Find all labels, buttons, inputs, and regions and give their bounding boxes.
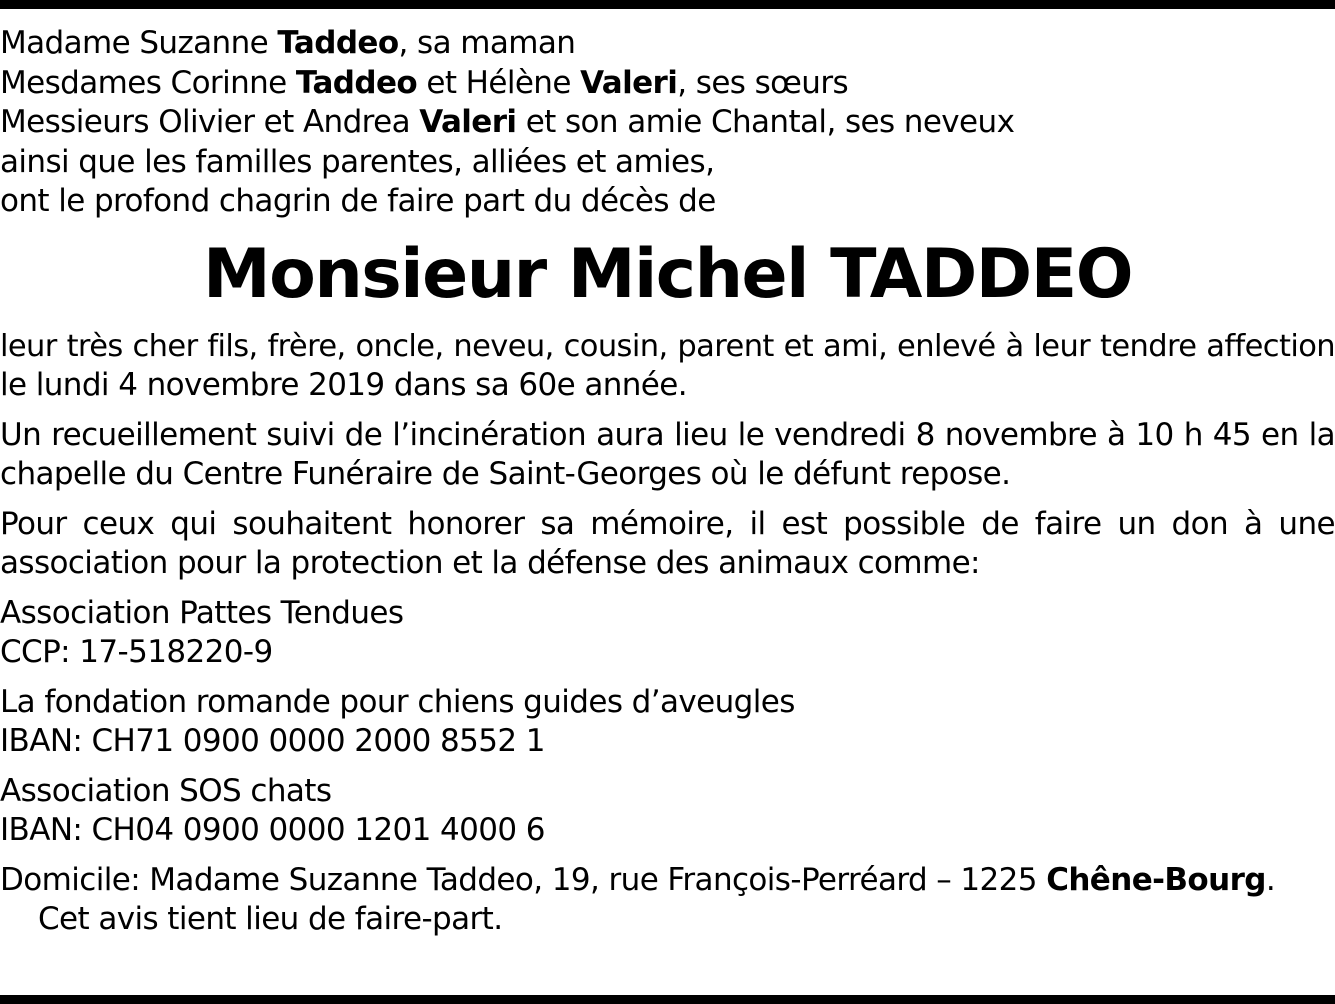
family-line-text: Messieurs Olivier et Andrea <box>0 104 420 140</box>
closing-note: Cet avis tient lieu de faire-part. <box>38 901 503 937</box>
family-surname: Valeri <box>580 64 678 101</box>
domicile-address: Domicile: Madame Suzanne Taddeo, 19, rue François-Perréard – 1225 <box>0 861 1047 898</box>
family-surname: Taddeo <box>277 25 399 61</box>
donation-name: La fondation romande pour chiens guides d’aveugles <box>0 683 795 720</box>
family-surname: Valeri <box>419 104 517 140</box>
donation-account: IBAN: CH71 0900 0000 2000 8552 1 <box>0 723 545 759</box>
deceased-name: Monsieur Michel TADDEO <box>203 234 1132 314</box>
donation-account: CCP: 17-518220-9 <box>0 634 273 670</box>
family-surname: Taddeo <box>295 64 418 101</box>
domicile-town: Chêne-Bourg <box>1046 861 1266 898</box>
family-line-announcement: ont le profond chagrin de faire part du décès de <box>0 183 716 219</box>
family-list <box>0 24 1335 222</box>
announcement-line: leur très cher fils, frère, oncle, neveu, cousin, parent et ami, enlevé à leur tendre affection <box>0 328 1335 364</box>
family-line-mother <box>0 24 1335 64</box>
ceremony-line: chapelle du Centre Funéraire de Saint-Georges où le défunt repose. <box>0 456 1011 492</box>
obituary-notice <box>0 24 1335 940</box>
top-rule <box>0 0 1335 9</box>
donation-account: IBAN: CH04 0900 0000 1201 4000 6 <box>0 812 545 848</box>
family-line-text: et Hélène <box>417 64 581 101</box>
announcement-paragraph <box>0 327 1335 406</box>
bottom-rule <box>0 995 1335 1004</box>
family-line-nephews <box>0 103 1335 143</box>
family-line-text: Mesdames Corinne <box>0 64 296 101</box>
donation-item <box>0 772 1335 851</box>
donation-name: Association Pattes Tendues <box>0 594 404 631</box>
announcement-line: le lundi 4 novembre 2019 dans sa 60e année. <box>0 367 688 403</box>
donation-item <box>0 594 1335 673</box>
domicile-period: . <box>1265 861 1276 898</box>
donation-intro-line: association pour la protection et la défense des animaux comme: <box>0 545 980 581</box>
donation-intro-line: Pour ceux qui souhaitent honorer sa mémoire, il est possible de faire un don à une <box>0 505 1335 542</box>
ceremony-paragraph <box>0 416 1335 495</box>
family-line-relatives: ainsi que les familles parentes, alliées et amies, <box>0 143 715 180</box>
family-line-sisters <box>0 64 1335 104</box>
family-line-text: Madame Suzanne <box>0 25 278 61</box>
donation-name: Association SOS chats <box>0 772 332 809</box>
donation-intro-paragraph <box>0 505 1335 584</box>
ceremony-line: Un recueillement suivi de l’incinération aura lieu le vendredi 8 novembre à 10 h 45 en la <box>0 416 1335 453</box>
family-relation: et son amie Chantal, ses neveux <box>516 104 1015 140</box>
family-relation: , ses sœurs <box>677 64 849 101</box>
donation-item <box>0 683 1335 762</box>
domicile-line <box>0 861 1335 901</box>
family-relation: , sa maman <box>398 25 576 61</box>
